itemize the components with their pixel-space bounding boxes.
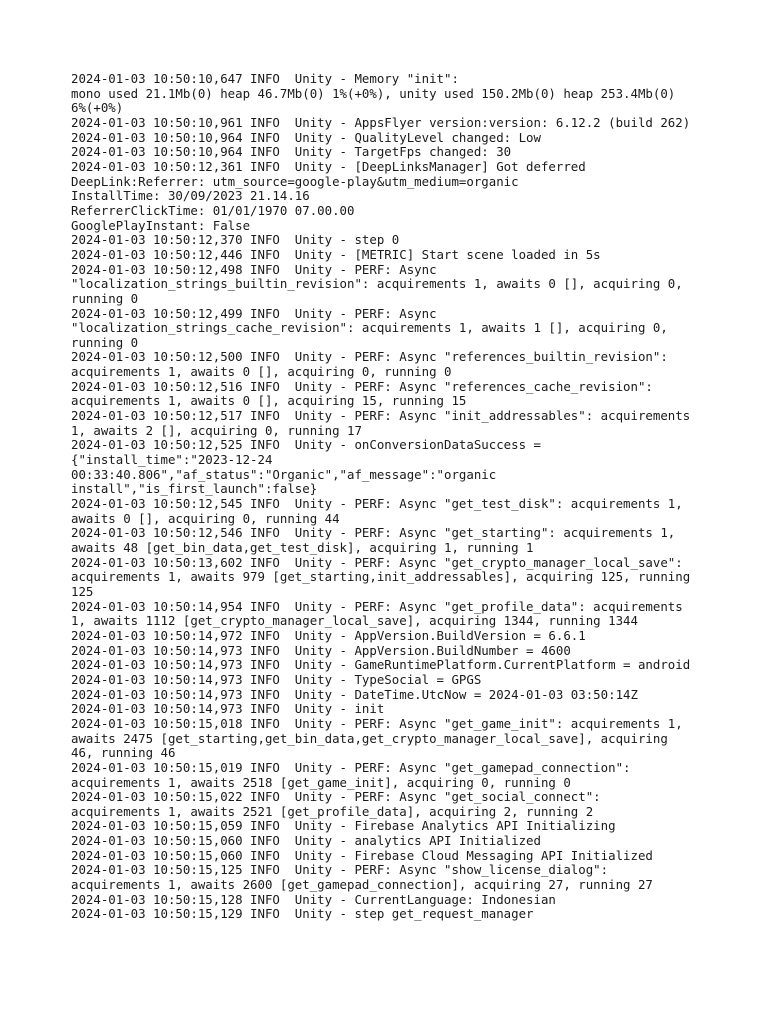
log-line: 2024-01-03 10:50:13,602 INFO Unity - PERF: Async "get_crypto_manager_local_save": [71,554,683,570]
log-line: ReferrerClickTime: 01/01/1970 07.00.00 [71,202,355,218]
log-line: GooglePlayInstant: False [71,217,251,233]
log-line: 2024-01-03 10:50:15,059 INFO Unity - Firebase Analytics API Initializing [71,818,616,834]
log-line: 2024-01-03 10:50:15,022 INFO Unity - PERF: Async "get_social_connect": [71,789,601,805]
log-line: 46, running 46 [71,745,176,761]
log-line: 2024-01-03 10:50:12,517 INFO Unity - PERF: Async "init_addressables": acquirements [71,408,691,424]
log-line: acquirements 1, awaits 2518 [get_game_init], acquiring 0, running 0 [71,774,571,790]
log-line: 2024-01-03 10:50:12,546 INFO Unity - PERF: Async "get_starting": acquirements 1, [71,525,676,541]
log-line: awaits 0 [], acquiring 0, running 44 [71,510,340,526]
log-line: awaits 2475 [get_starting,get_bin_data,get_crypto_manager_local_save], acquiring [71,730,668,746]
log-line: 2024-01-03 10:50:15,129 INFO Unity - step get_request_manager [71,906,534,922]
log-line: 2024-01-03 10:50:14,954 INFO Unity - PERF: Async "get_profile_data": acquirements [71,598,683,614]
log-line: "localization_strings_builtin_revision": acquirements 1, awaits 0 [], acquiring 0, [71,276,683,292]
log-document [71,72,711,922]
log-line: 2024-01-03 10:50:12,499 INFO Unity - PERF: Async [71,305,437,321]
log-line: acquirements 1, awaits 0 [], acquiring 15, running 15 [71,393,467,409]
log-line: 2024-01-03 10:50:14,973 INFO Unity - DateTime.UtcNow = 2024-01-03 03:50:14Z [71,686,638,702]
log-line: 2024-01-03 10:50:12,545 INFO Unity - PERF: Async "get_test_disk": acquirements 1, [71,496,683,512]
log-line: running 0 [71,290,139,306]
log-line: 1, awaits 1112 [get_crypto_manager_local_save], acquiring 1344, running 1344 [71,613,638,629]
log-line: 2024-01-03 10:50:14,972 INFO Unity - AppVersion.BuildVersion = 6.6.1 [71,627,586,643]
log-line: 2024-01-03 10:50:10,964 INFO Unity - QualityLevel changed: Low [71,129,541,145]
log-line: 2024-01-03 10:50:12,446 INFO Unity - [METRIC] Start scene loaded in 5s [71,246,601,262]
log-line: acquirements 1, awaits 979 [get_starting,init_addressables], acquiring 125, running [71,569,691,585]
log-line: 2024-01-03 10:50:15,060 INFO Unity - analytics API Initialized [71,833,541,849]
log-line: install","is_first_launch":false} [71,481,318,497]
log-line: 2024-01-03 10:50:15,019 INFO Unity - PERF: Async "get_gamepad_connection": [71,759,631,775]
log-line: acquirements 1, awaits 0 [], acquiring 0, running 0 [71,364,452,380]
log-line: 2024-01-03 10:50:15,128 INFO Unity - CurrentLanguage: Indonesian [71,891,556,907]
log-line: 2024-01-03 10:50:15,060 INFO Unity - Firebase Cloud Messaging API Initialized [71,847,653,863]
log-line: {"install_time":"2023-12-24 [71,452,273,468]
log-line: 2024-01-03 10:50:12,370 INFO Unity - step 0 [71,232,400,248]
log-line: 2024-01-03 10:50:14,973 INFO Unity - GameRuntimePlatform.CurrentPlatform = android [71,657,691,673]
log-line: 2024-01-03 10:50:12,525 INFO Unity - onConversionDataSuccess = [71,437,541,453]
log-line: 2024-01-03 10:50:14,973 INFO Unity - TypeSocial = GPGS [71,671,482,687]
log-line: 2024-01-03 10:50:10,647 INFO Unity - Memory "init": [71,71,459,86]
log-line: running 0 [71,334,139,350]
log-line: acquirements 1, awaits 2521 [get_profile_data], acquiring 2, running 2 [71,803,594,819]
log-line: DeepLink:Referrer: utm_source=google-play&utm_medium=organic [71,173,519,189]
log-line: 2024-01-03 10:50:10,964 INFO Unity - TargetFps changed: 30 [71,144,512,160]
log-line: 125 [71,583,94,599]
log-line: 1, awaits 2 [], acquiring 0, running 17 [71,422,362,438]
log-line: acquirements 1, awaits 2600 [get_gamepad_connection], acquiring 27, running 27 [71,877,653,893]
log-line: 2024-01-03 10:50:12,498 INFO Unity - PERF: Async [71,261,437,277]
log-line: 2024-01-03 10:50:10,961 INFO Unity - AppsFlyer version:version: 6.12.2 (build 262) [71,114,691,130]
log-line: 6%(+0%) [71,100,124,116]
log-line: InstallTime: 30/09/2023 21.14.16 [71,188,310,204]
log-line: awaits 48 [get_bin_data,get_test_disk], acquiring 1, running 1 [71,540,534,555]
log-line: 2024-01-03 10:50:14,973 INFO Unity - init [71,701,385,717]
log-line: 2024-01-03 10:50:12,500 INFO Unity - PERF: Async "references_builtin_revision": [71,349,668,365]
log-line: 2024-01-03 10:50:14,973 INFO Unity - AppVersion.BuildNumber = 4600 [71,642,571,658]
log-line: mono used 21.1Mb(0) heap 46.7Mb(0) 1%(+0%), unity used 150.2Mb(0) heap 253.4Mb(0) [71,85,676,101]
log-line: 2024-01-03 10:50:12,516 INFO Unity - PERF: Async "references_cache_revision": [71,378,653,394]
log-line: 2024-01-03 10:50:15,018 INFO Unity - PERF: Async "get_game_init": acquirements 1, [71,715,683,731]
log-line: 2024-01-03 10:50:15,125 INFO Unity - PERF: Async "show_license_dialog": [71,862,609,878]
log-line: "localization_strings_cache_revision": acquirements 1, awaits 1 [], acquiring 0, [71,320,668,336]
log-line: 00:33:40.806","af_status":"Organic","af_message":"organic [71,466,497,482]
log-line: 2024-01-03 10:50:12,361 INFO Unity - [DeepLinksManager] Got deferred [71,158,586,174]
